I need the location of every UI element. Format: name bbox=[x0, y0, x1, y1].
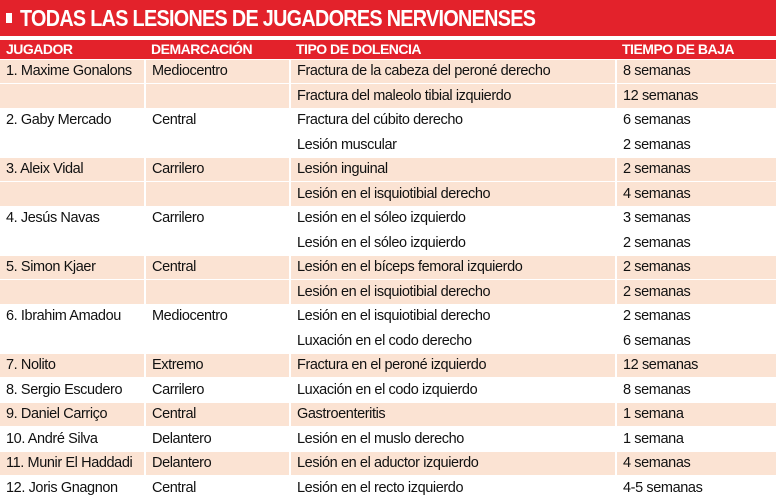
cell-demarcacion: Carrilero bbox=[145, 378, 290, 403]
title-bar bbox=[0, 0, 776, 36]
table-row bbox=[0, 427, 776, 452]
cell-dolencia: Fractura en el peroné izquierdo bbox=[290, 353, 616, 378]
column-header-jugador: JUGADOR bbox=[6, 41, 73, 58]
table-row bbox=[0, 378, 776, 403]
cell-tiempo: 1 semana bbox=[616, 427, 776, 452]
cell-tiempo: 12 semanas bbox=[616, 84, 776, 109]
cell-tiempo: 2 semanas bbox=[616, 280, 776, 305]
cell-jugador: 11. Munir El Haddadi bbox=[0, 451, 145, 476]
table-row bbox=[0, 182, 776, 207]
cell-tiempo: 3 semanas bbox=[616, 206, 776, 231]
cell-dolencia: Fractura de la cabeza del peroné derecho bbox=[290, 59, 616, 84]
cell-tiempo: 4-5 semanas bbox=[616, 476, 776, 500]
cell-tiempo: 8 semanas bbox=[616, 378, 776, 403]
cell-demarcacion: Delantero bbox=[145, 451, 290, 476]
column-header-tiempo: TIEMPO DE BAJA bbox=[622, 41, 735, 58]
cell-dolencia: Lesión en el bíceps femoral izquierdo bbox=[290, 255, 616, 280]
cell-demarcacion: Carrilero bbox=[145, 157, 290, 182]
cell-jugador bbox=[0, 133, 145, 158]
cell-dolencia: Lesión muscular bbox=[290, 133, 616, 158]
cell-dolencia: Gastroenteritis bbox=[290, 402, 616, 427]
cell-demarcacion: Central bbox=[145, 255, 290, 280]
cell-jugador bbox=[0, 329, 145, 354]
cell-jugador: 6. Ibrahim Amadou bbox=[0, 304, 145, 329]
cell-dolencia: Lesión en el isquiotibial derecho bbox=[290, 280, 616, 305]
table-row bbox=[0, 84, 776, 109]
cell-tiempo: 2 semanas bbox=[616, 304, 776, 329]
cell-dolencia: Lesión en el sóleo izquierdo bbox=[290, 231, 616, 256]
cell-jugador: 12. Joris Gnagnon bbox=[0, 476, 145, 500]
cell-jugador bbox=[0, 84, 145, 109]
cell-demarcacion bbox=[145, 182, 290, 207]
cell-demarcacion: Central bbox=[145, 476, 290, 500]
cell-tiempo: 2 semanas bbox=[616, 133, 776, 158]
cell-dolencia: Lesión inguinal bbox=[290, 157, 616, 182]
table-row bbox=[0, 59, 776, 84]
cell-demarcacion: Carrilero bbox=[145, 206, 290, 231]
cell-tiempo: 8 semanas bbox=[616, 59, 776, 84]
cell-dolencia: Lesión en el isquiotibial derecho bbox=[290, 182, 616, 207]
cell-demarcacion bbox=[145, 329, 290, 354]
cell-demarcacion: Extremo bbox=[145, 353, 290, 378]
table-body bbox=[0, 59, 776, 500]
cell-demarcacion: Delantero bbox=[145, 427, 290, 452]
cell-dolencia: Luxación en el codo derecho bbox=[290, 329, 616, 354]
cell-tiempo: 2 semanas bbox=[616, 255, 776, 280]
table-row bbox=[0, 133, 776, 158]
cell-dolencia: Lesión en el recto izquierdo bbox=[290, 476, 616, 500]
injuries-table bbox=[0, 40, 776, 500]
table-row bbox=[0, 280, 776, 305]
cell-demarcacion: Mediocentro bbox=[145, 304, 290, 329]
cell-tiempo: 2 semanas bbox=[616, 157, 776, 182]
cell-jugador: 1. Maxime Gonalons bbox=[0, 59, 145, 84]
cell-demarcacion bbox=[145, 84, 290, 109]
cell-jugador: 3. Aleix Vidal bbox=[0, 157, 145, 182]
cell-dolencia: Luxación en el codo izquierdo bbox=[290, 378, 616, 403]
table-row bbox=[0, 329, 776, 354]
table-row bbox=[0, 353, 776, 378]
table-header-row bbox=[0, 40, 776, 59]
cell-jugador: 9. Daniel Carriço bbox=[0, 402, 145, 427]
cell-demarcacion bbox=[145, 231, 290, 256]
page-title: TODAS LAS LESIONES DE JUGADORES NERVIONENSES bbox=[20, 4, 536, 31]
cell-tiempo: 12 semanas bbox=[616, 353, 776, 378]
title-bullet-icon bbox=[6, 13, 12, 23]
cell-jugador bbox=[0, 231, 145, 256]
table-row bbox=[0, 108, 776, 133]
cell-jugador bbox=[0, 182, 145, 207]
cell-tiempo: 6 semanas bbox=[616, 108, 776, 133]
cell-demarcacion: Central bbox=[145, 402, 290, 427]
table-row bbox=[0, 231, 776, 256]
table-row bbox=[0, 206, 776, 231]
table-row bbox=[0, 255, 776, 280]
table-row bbox=[0, 304, 776, 329]
cell-dolencia: Lesión en el isquiotibial derecho bbox=[290, 304, 616, 329]
column-header-demarcacion: DEMARCACIÓN bbox=[151, 41, 253, 58]
cell-jugador bbox=[0, 280, 145, 305]
table-row bbox=[0, 451, 776, 476]
cell-dolencia: Fractura del cúbito derecho bbox=[290, 108, 616, 133]
cell-jugador: 10. André Silva bbox=[0, 427, 145, 452]
cell-demarcacion bbox=[145, 280, 290, 305]
cell-jugador: 2. Gaby Mercado bbox=[0, 108, 145, 133]
cell-demarcacion bbox=[145, 133, 290, 158]
cell-jugador: 4. Jesús Navas bbox=[0, 206, 145, 231]
cell-tiempo: 2 semanas bbox=[616, 231, 776, 256]
table-row bbox=[0, 476, 776, 500]
cell-tiempo: 4 semanas bbox=[616, 182, 776, 207]
cell-tiempo: 6 semanas bbox=[616, 329, 776, 354]
cell-dolencia: Lesión en el aductor izquierdo bbox=[290, 451, 616, 476]
table-row bbox=[0, 402, 776, 427]
cell-jugador: 7. Nolito bbox=[0, 353, 145, 378]
cell-tiempo: 1 semana bbox=[616, 402, 776, 427]
cell-dolencia: Lesión en el sóleo izquierdo bbox=[290, 206, 616, 231]
cell-jugador: 8. Sergio Escudero bbox=[0, 378, 145, 403]
table-row bbox=[0, 157, 776, 182]
cell-demarcacion: Central bbox=[145, 108, 290, 133]
cell-dolencia: Fractura del maleolo tibial izquierdo bbox=[290, 84, 616, 109]
cell-jugador: 5. Simon Kjaer bbox=[0, 255, 145, 280]
column-header-dolencia: TIPO DE DOLENCIA bbox=[296, 41, 422, 58]
cell-tiempo: 4 semanas bbox=[616, 451, 776, 476]
cell-demarcacion: Mediocentro bbox=[145, 59, 290, 84]
cell-dolencia: Lesión en el muslo derecho bbox=[290, 427, 616, 452]
